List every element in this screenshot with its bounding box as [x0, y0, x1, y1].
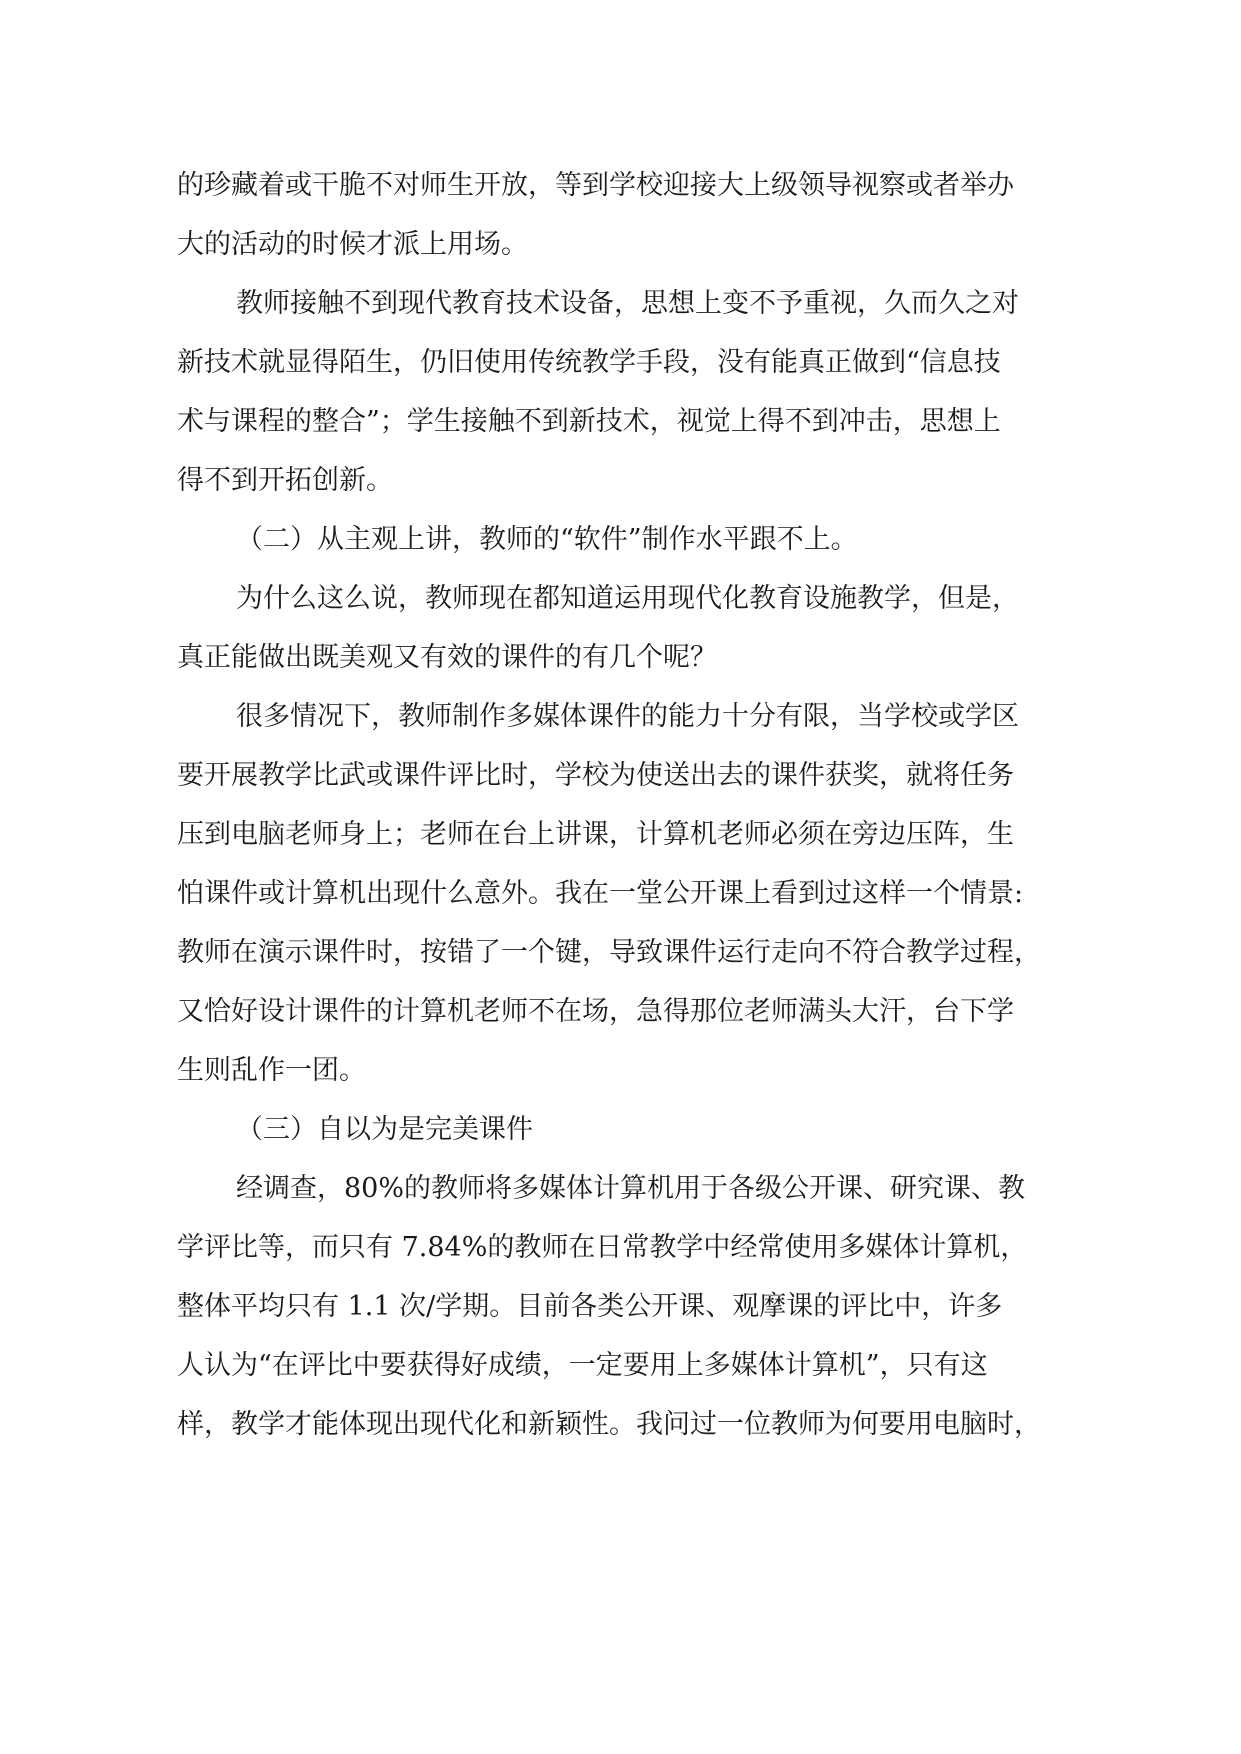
- text-line: 样，教学才能体现出现代化和新颖性。我问过一位教师为何要用电脑时，: [177, 1409, 1041, 1440]
- text-line: 人认为“在评比中要获得好成绩，一定要用上多媒体计算机”，只有这: [177, 1350, 988, 1381]
- text-line: 新技术就显得陌生，仍旧使用传统教学手段，没有能真正做到“信息技: [177, 347, 1001, 378]
- text-line: 大的活动的时候才派上用场。: [177, 229, 528, 260]
- text-line: 学评比等，而只有 7.84%的教师在日常教学中经常使用多媒体计算机，: [177, 1232, 1028, 1263]
- paragraph: [177, 156, 1067, 274]
- section-heading: [177, 1100, 1067, 1159]
- text-line: 压到电脑老师身上；老师在台上讲课，计算机老师必须在旁边压阵，生: [177, 819, 1014, 850]
- text-line: （二）从主观上讲，教师的“软件”制作水平跟不上。: [236, 524, 858, 555]
- text-line: 要开展教学比武或课件评比时，学校为使送出去的课件获奖，就将任务: [177, 760, 1014, 791]
- text-line: 术与课程的整合”；学生接触不到新技术，视觉上得不到冲击，思想上: [177, 406, 1001, 437]
- text-line: 为什么这么说，教师现在都知道运用现代化教育设施教学，但是，: [236, 583, 1019, 614]
- text-line: 得不到开拓创新。: [177, 465, 393, 496]
- text-line: （三）自以为是完美课件: [236, 1114, 533, 1145]
- section-heading: [177, 510, 1067, 569]
- text-line: 真正能做出既美观又有效的课件的有几个呢？: [177, 642, 717, 673]
- paragraph: [177, 1159, 1067, 1454]
- text-line: 整体平均只有 1.1 次/学期。目前各类公开课、观摩课的评比中，许多: [177, 1291, 1003, 1322]
- document-body: [177, 156, 1067, 1454]
- paragraph: [177, 687, 1067, 1100]
- paragraph: [177, 274, 1067, 510]
- text-line: 教师接触不到现代教育技术设备，思想上变不予重视，久而久之对: [236, 288, 1019, 319]
- text-line: 怕课件或计算机出现什么意外。我在一堂公开课上看到过这样一个情景:: [177, 878, 1024, 909]
- text-line: 生则乱作一团。: [177, 1055, 366, 1086]
- paragraph: [177, 569, 1067, 687]
- text-line: 很多情况下，教师制作多媒体课件的能力十分有限，当学校或学区: [236, 701, 1019, 732]
- text-line: 的珍藏着或干脆不对师生开放，等到学校迎接大上级领导视察或者举办: [177, 170, 1014, 201]
- text-line: 又恰好设计课件的计算机老师不在场，急得那位老师满头大汗，台下学: [177, 996, 1014, 1027]
- text-line: 经调查，80%的教师将多媒体计算机用于各级公开课、研究课、教: [236, 1173, 1026, 1204]
- text-line: 教师在演示课件时，按错了一个键，导致课件运行走向不符合教学过程，: [177, 937, 1041, 968]
